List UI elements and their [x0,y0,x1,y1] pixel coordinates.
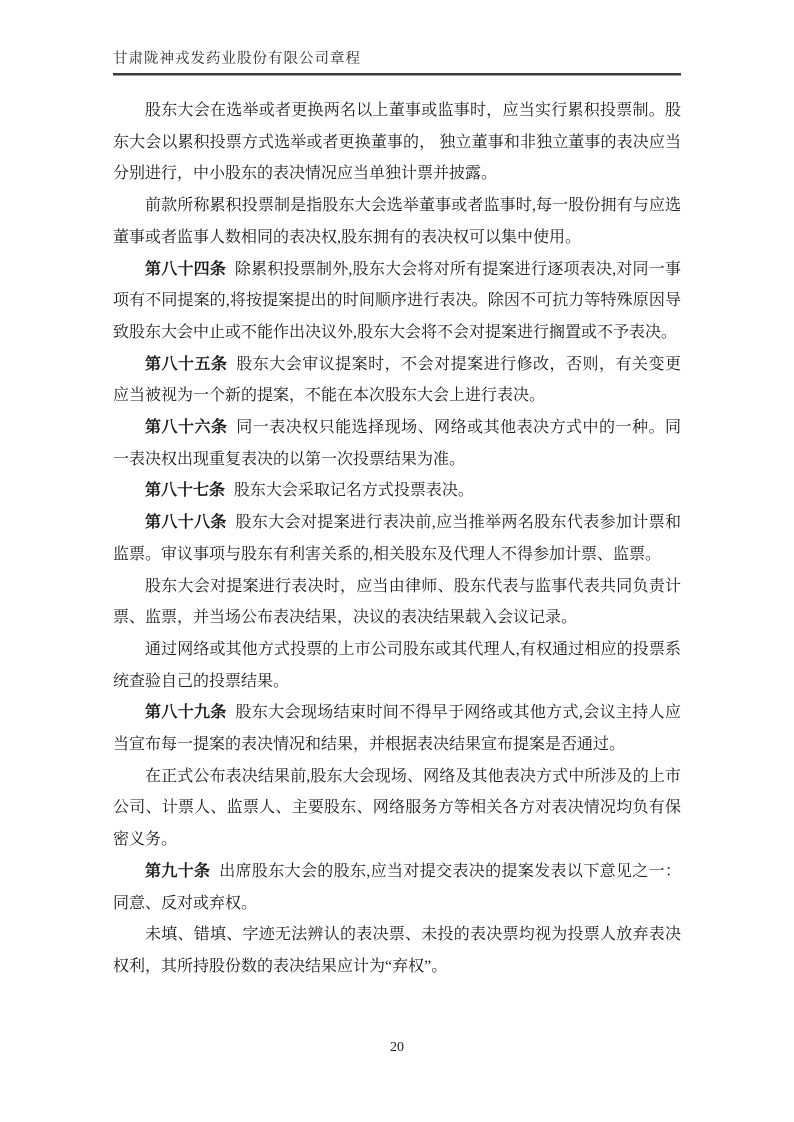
article-number: 第八十八条 [145,514,227,532]
paragraph-text: 股东大会对提案进行表决时，应当由律师、股东代表与监事代表共同负责计票、监票，并当场公布表决结果，决议的表决结果载入会议记录。 [113,577,681,627]
paragraph-text: 股东大会对提案进行表决前,应当推举两名股东代表参加计票和监票。审议事项与股东有利害关系的,相关股东及代理人不得参加计票、监票。 [113,514,681,563]
header-title: 甘肃陇神戎发药业股份有限公司章程 [113,51,361,67]
paragraph-text: 股东大会采取记名方式投票表决。 [233,482,474,500]
paragraph-text: 同一表决权只能选择现场、网络或其他表决方式中的一种。同一表决权出现重复表决的以第一次投票结果为准。 [113,419,681,468]
paragraph-text: 股东大会在选举或者更换两名以上董事或监事时，应当实行累积投票制。股东大会以累积投票方式选举或者更换董事的， 独立董事和非独立董事的表决应当分别进行，中小股东的表决情况应当单独计票并披露。 [113,102,681,183]
article-89-paragraph [113,697,681,760]
paragraph-text: 股东大会现场结束时间不得早于网络或其他方式,会议主持人应当宣布每一提案的表决情况和结果，并根据表决结果宣布提案是否通过。 [113,704,681,754]
article-88-paragraph [113,507,681,570]
paragraph-text: 通过网络或其他方式投票的上市公司股东或其代理人,有权通过相应的投票系统查验自己的投票结果。 [113,640,681,690]
article-number: 第八十四条 [145,260,227,278]
page-header [113,50,681,76]
article-number: 第九十条 [145,862,211,880]
article-number: 第八十七条 [145,482,226,500]
article-86-paragraph [113,412,681,475]
paragraph-invalid-ballots [113,919,681,982]
article-90-paragraph [113,856,681,919]
paragraph-text: 未填、错填、字迹无法辨认的表决票、未投的表决票均视为投票人放弃表决权利，其所持股份数的表决结果应计为“弃权”。 [113,926,681,975]
paragraph-cumulative-voting [113,95,681,190]
article-84-paragraph [113,254,681,349]
page-number: 20 [390,1040,404,1055]
paragraph-online-vote-check [113,634,681,697]
article-number: 第八十九条 [145,704,227,722]
header-rule [113,73,681,76]
paragraph-text: 股东大会审议提案时，不会对提案进行修改，否则，有关变更应当被视为一个新的提案，不能在本次股东大会上进行表决。 [113,355,681,405]
paragraph-cumulative-voting-definition [113,190,681,253]
paragraph-text: 在正式公布表决结果前,股东大会现场、网络及其他表决方式中所涉及的上市公司、计票人、监票人、主要股东、网络服务方等相关各方对表决情况均负有保密义务。 [113,767,681,849]
paragraph-text: 除累积投票制外,股东大会将对所有提案进行逐项表决,对同一事项有不同提案的,将按提案提出的时间顺序进行表决。除因不可抗力等特殊原因导致股东大会中止或不能作出决议外,股东大会将不会对提案进行搁置或不予表决。 [113,260,681,341]
page-footer [0,1038,794,1056]
article-85-paragraph [113,349,681,412]
article-87-paragraph [113,475,681,507]
paragraph-confidentiality [113,761,681,856]
paragraph-text: 前款所称累积投票制是指股东大会选举董事或者监事时,每一股份拥有与应选董事或者监事人数相同的表决权,股东拥有的表决权可以集中使用。 [113,197,681,246]
document-body [113,95,681,983]
paragraph-text: 出席股东大会的股东,应当对提交表决的提案发表以下意见之一：同意、反对或弃权。 [113,862,681,912]
article-number: 第八十五条 [145,355,228,373]
article-number: 第八十六条 [145,419,228,437]
paragraph-vote-counting [113,571,681,634]
